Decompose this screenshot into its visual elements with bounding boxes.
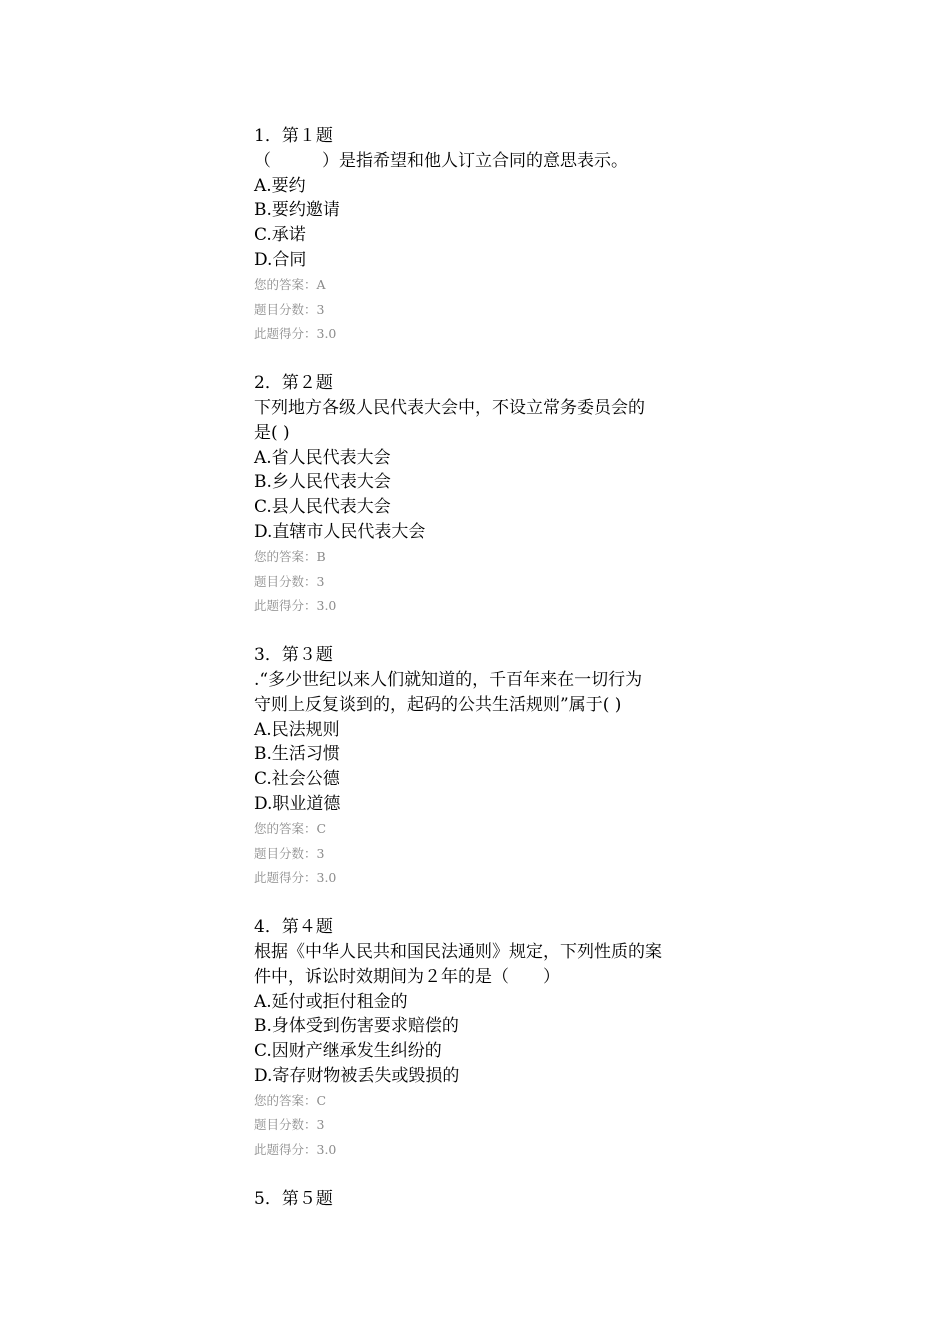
your-answer: 您的答案：C	[254, 820, 327, 836]
your-answer: 您的答案：A	[254, 276, 326, 292]
question-score: 题目分数：3	[254, 573, 325, 589]
option-d: D.合同	[254, 249, 307, 270]
option-c: C.承诺	[254, 225, 306, 246]
option-c: C.县人民代表大会	[254, 497, 391, 518]
question-stem-line-1: 根据《中华人民共和国民法通则》规定，下列性质的案	[254, 941, 662, 962]
question-stem-line-1: 下列地方各级人民代表大会中，不设立常务委员会的	[254, 397, 645, 418]
question-score: 题目分数：3	[254, 1117, 325, 1133]
question-1	[254, 124, 714, 347]
question-stem-line-2: 件中，诉讼时效期间为２年的是（ ）	[254, 966, 560, 987]
option-b: B.身体受到伤害要求赔偿的	[254, 1016, 459, 1037]
question-2	[254, 371, 714, 619]
option-a: A.民法规则	[254, 719, 340, 740]
option-d: D.直辖市人民代表大会	[254, 521, 426, 542]
question-list	[254, 124, 714, 1236]
option-c: C.因财产继承发生纠纷的	[254, 1041, 442, 1062]
earned-score: 此题得分：3.0	[254, 326, 337, 342]
question-stem-line-2: 守则上反复谈到的，起码的公共生活规则”属于( )	[254, 694, 622, 715]
option-a: A.要约	[254, 175, 306, 196]
question-stem: （ ）是指希望和他人订立合同的意思表示。	[254, 150, 628, 171]
option-b: B.要约邀请	[254, 200, 340, 221]
question-3	[254, 643, 714, 891]
your-answer: 您的答案：C	[254, 1092, 327, 1108]
question-heading: 4．第４题	[254, 917, 333, 938]
option-c: C.社会公德	[254, 769, 340, 790]
question-stem-line-1: .“多少世纪以来人们就知道的，千百年来在一切行为	[254, 669, 643, 690]
question-stem-line-2: 是( )	[254, 422, 290, 443]
question-5	[254, 1187, 714, 1212]
your-answer: 您的答案：B	[254, 548, 326, 564]
question-heading: 1．第１题	[254, 126, 333, 146]
option-d: D.职业道德	[254, 793, 341, 814]
question-4	[254, 915, 714, 1163]
option-d: D.寄存财物被丢失或毁损的	[254, 1065, 460, 1086]
earned-score: 此题得分：3.0	[254, 1142, 337, 1158]
question-heading: 2．第２题	[254, 373, 333, 394]
option-a: A.延付或拒付租金的	[254, 991, 408, 1012]
question-heading: 5．第５题	[254, 1189, 333, 1210]
earned-score: 此题得分：3.0	[254, 598, 337, 614]
question-score: 题目分数：3	[254, 845, 325, 861]
earned-score: 此题得分：3.0	[254, 870, 337, 886]
question-heading: 3．第３题	[254, 645, 333, 666]
option-a: A.省人民代表大会	[254, 447, 391, 468]
question-score: 题目分数：3	[254, 301, 325, 317]
option-b: B.生活习惯	[254, 744, 340, 765]
option-b: B.乡人民代表大会	[254, 472, 391, 493]
